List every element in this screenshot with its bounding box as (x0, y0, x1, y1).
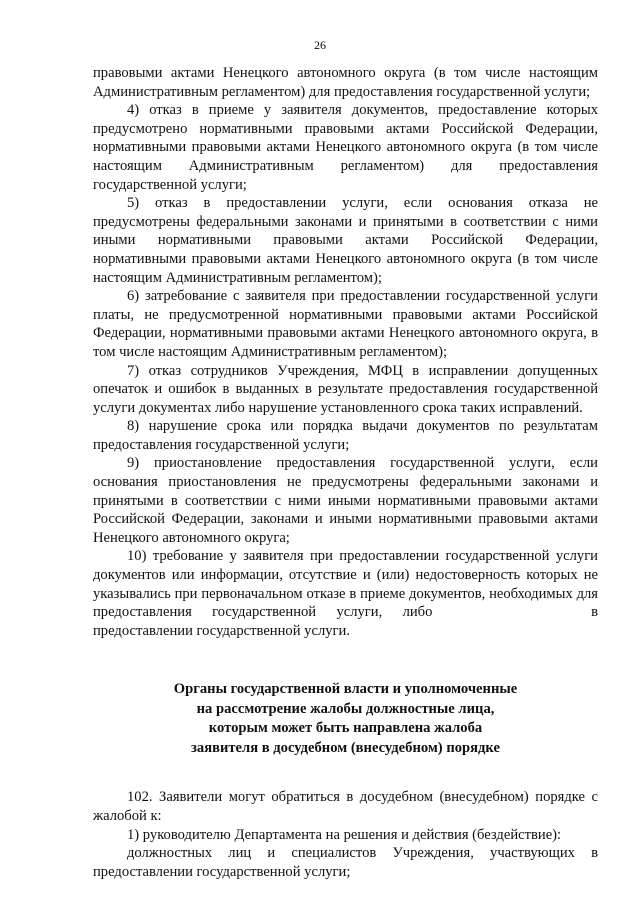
paragraph-102: 102. Заявители могут обратиться в досудебном (внесудебном) порядке с жалобой к: (93, 789, 598, 824)
section-heading-line: на рассмотрение жалобы должностные лица, (196, 700, 495, 717)
paragraph-102-item-1-detail: должностных лиц и специалистов Учреждения, участвующих в предоставлении государственной услуги; (93, 845, 598, 880)
paragraph-item-10-tail: в (591, 604, 598, 621)
paragraph-continuation: правовыми актами Ненецкого автономного округа (в том числе настоящим Административным регламентом) для предоставления государственной услуги; (93, 65, 598, 100)
paragraph-item-8: 8) нарушение срока или порядка выдачи документов по результатам предоставления государственной услуги; (93, 418, 598, 453)
section-heading-line: которым может быть направлена жалоба (208, 720, 483, 737)
page-number: 26 (314, 38, 326, 52)
section-heading-line: Органы государственной власти и уполномоченные (173, 681, 518, 698)
document-body (93, 64, 598, 881)
paragraph-item-4: 4) отказ в приеме у заявителя документов, предоставление которых предусмотрено нормативными правовыми актами Российской Федерации, нормативными правовыми актами Ненецкого автономного округа (в том числе настоящим Административным регламентом) для предоставления государственной услуги; (93, 102, 598, 193)
paragraph-item-10 (93, 547, 598, 621)
paragraph-item-5: 5) отказ в предоставлении услуги, если основания отказа не предусмотрены федеральными законами и принятыми в соответствии с ними иными нормативными правовыми актами Российской Федерации, нормативными правовыми актами Ненецкого автономного округа (в том числе настоящим Административным регламентом); (93, 195, 598, 286)
paragraph-102-item-1: 1) руководителю Департамента на решения и действия (бездействие): (127, 826, 562, 843)
paragraph-item-7: 7) отказ сотрудников Учреждения, МФЦ в исправлении допущенных опечаток и ошибок в выданных в результате предоставления государственной услуги документах либо нарушение установленного срока таких исправлений. (93, 362, 598, 416)
paragraph-item-6: 6) затребование с заявителя при предоставлении государственной услуги платы, не предусмотренной нормативными правовыми актами Российской Федерации, нормативными правовыми актами Ненецкого автономного округа, в том числе настоящим Административным регламентом); (93, 288, 598, 360)
paragraph-item-10-main: 10) требование у заявителя при предоставлении государственной услуги документов или информации, отсутствие и (или) недостоверность которых не указывались при первоначальном отказе в приеме документов, необходимых для предоставления государственной услуги, либо (93, 548, 598, 621)
section-heading-line: заявителя в досудебном (внесудебном) порядке (191, 739, 500, 756)
paragraph-item-10-end: предоставлении государственной услуги. (93, 622, 350, 639)
section-heading (93, 680, 598, 758)
paragraph-item-9: 9) приостановление предоставления государственной услуги, если основания приостановления не предусмотрены федеральными законами и принятыми в соответствии с ними иными нормативными правовыми актами Российской Федерации, законами и иными нормативными правовыми актами Ненецкого автономного округа; (93, 455, 598, 546)
